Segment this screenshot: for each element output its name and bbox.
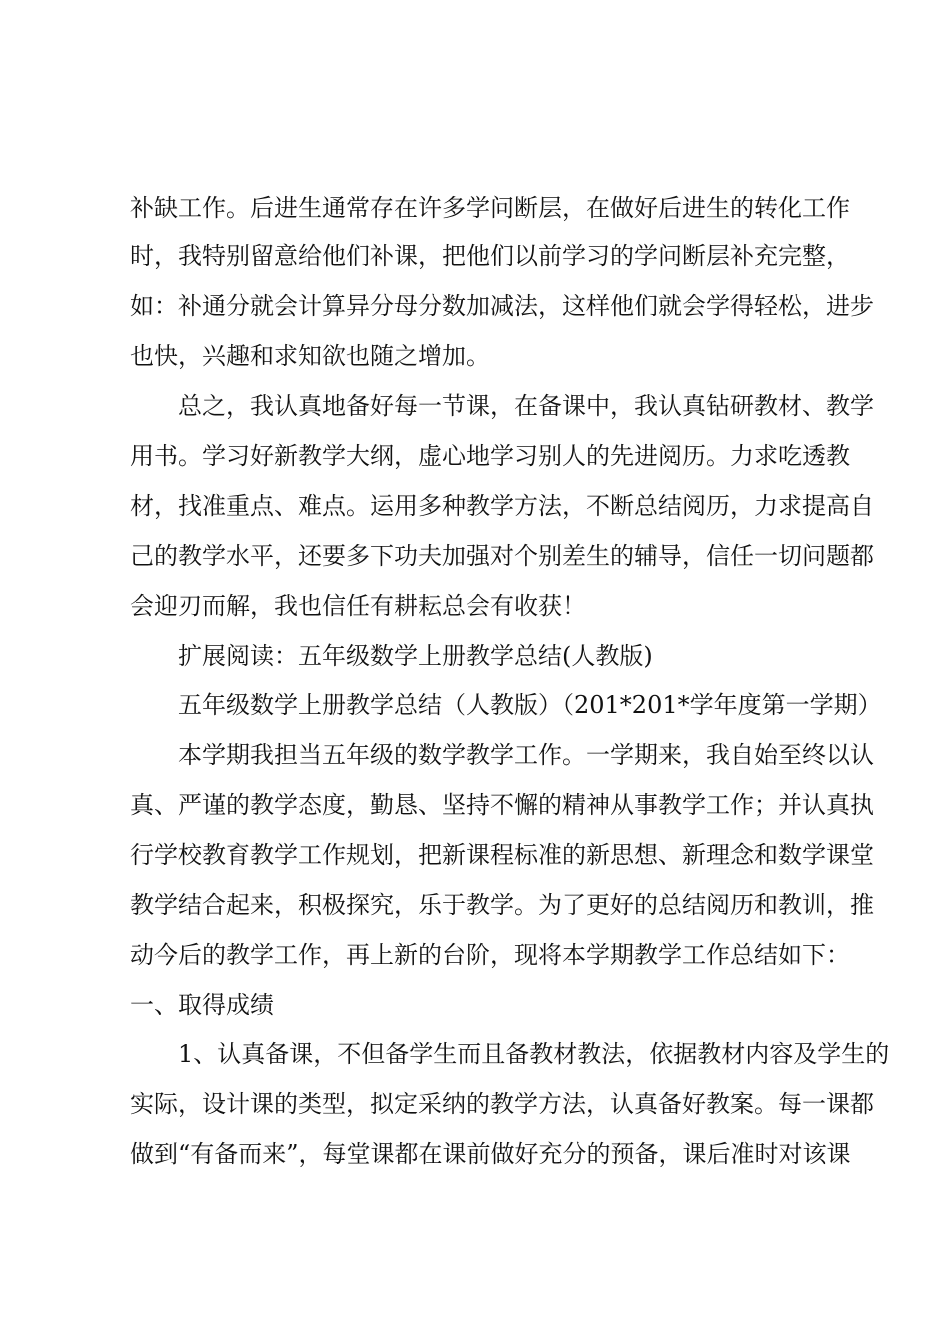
text-line: 动今后的教学工作，再上新的台阶，现将本学期教学工作总结如下： xyxy=(130,941,850,969)
text-line: 行学校教育教学工作规划，把新课程标准的新思想、新理念和数学课堂 xyxy=(130,841,874,869)
text-line: 己的教学水平，还要多下功夫加强对个别差生的辅导，信任一切问题都 xyxy=(130,542,874,570)
text-line: 补缺工作。后进生通常存在许多学问断层，在做好后进生的转化工作 xyxy=(130,194,850,222)
paragraph-start-line: 总之，我认真地备好每一节课，在备课中，我认真钻研教材、教学 xyxy=(178,392,874,420)
text-line: 材，找准重点、难点。运用多种教学方法，不断总结阅历，力求提高自 xyxy=(130,492,874,520)
text-line: 如：补通分就会计算异分母分数加减法，这样他们就会学得轻松，进步 xyxy=(130,292,874,320)
paragraph-start-line: 本学期我担当五年级的数学教学工作。一学期来，我自始至终以认 xyxy=(178,741,874,769)
subheading: 一、取得成绩 xyxy=(130,991,274,1019)
text-line: 实际，设计课的类型，拟定采纳的教学方法，认真备好教案。每一课都 xyxy=(130,1090,874,1118)
text-line: 也快，兴趣和求知欲也随之增加。 xyxy=(130,342,490,370)
text-line: 用书。学习好新教学大纲，虚心地学习别人的先进阅历。力求吃透教 xyxy=(130,442,850,470)
paragraph-start-line: 1、认真备课，不但备学生而且备教材教法，依据教材内容及学生的 xyxy=(178,1040,890,1068)
text-line: 做到“有备而来”，每堂课都在课前做好充分的预备，课后准时对该课 xyxy=(130,1140,851,1168)
text-line: 时，我特别留意给他们补课，把他们以前学习的学问断层补充完整， xyxy=(130,242,850,270)
text-line: 真、严谨的教学态度，勤恳、坚持不懈的精神从事教学工作；并认真执 xyxy=(130,791,874,819)
text-line: 会迎刃而解，我也信任有耕耘总会有收获！ xyxy=(130,592,586,620)
section-title: 五年级数学上册教学总结（人教版）（201*201*学年度第一学期） xyxy=(178,691,882,719)
text-line: 教学结合起来，积极探究，乐于教学。为了更好的总结阅历和教训，推 xyxy=(130,891,874,919)
extended-reading-heading: 扩展阅读：五年级数学上册教学总结(人教版) xyxy=(178,642,653,670)
